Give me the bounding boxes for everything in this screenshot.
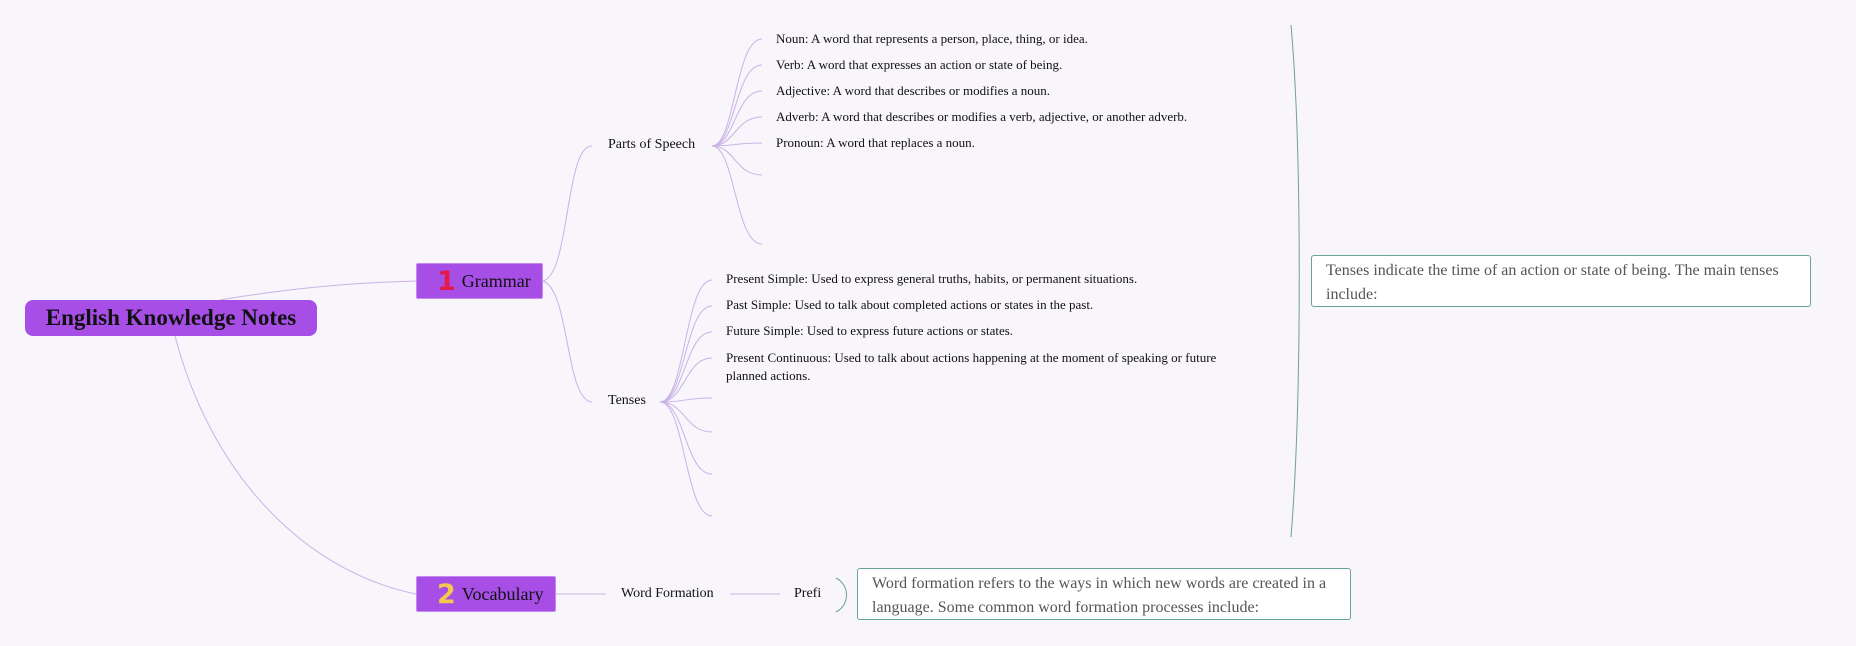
subtopic-word-formation[interactable]: Word Formation: [621, 586, 714, 601]
pos-branches: [712, 39, 762, 244]
subtopic-parts-of-speech[interactable]: Parts of Speech: [608, 137, 696, 152]
number-two-icon: 2: [437, 578, 456, 610]
root-title[interactable]: English Knowledge Notes: [25, 300, 317, 336]
pos-item-adjective[interactable]: Adjective: A word that describes or modifies a noun.: [776, 83, 1051, 98]
tense-item-future-simple[interactable]: Future Simple: Used to express future actions or states.: [726, 323, 1014, 338]
pos-item-noun[interactable]: Noun: A word that represents a person, place, thing, or idea.: [776, 31, 1088, 46]
topic-grammar[interactable]: [416, 263, 543, 299]
tense-item-past-simple[interactable]: Past Simple: Used to talk about completed actions or states in the past.: [726, 297, 1094, 312]
link-grammar-tenses: [543, 281, 592, 402]
tense-item-present-simple[interactable]: Present Simple: Used to express general truths, habits, or permanent situations.: [726, 271, 1138, 286]
tenses-note[interactable]: Tenses indicate the time of an action or state of being. The main tenses include:: [1311, 255, 1811, 307]
topic-vocabulary-label: Vocabulary: [461, 583, 544, 604]
subtopic-tenses[interactable]: Tenses: [608, 393, 646, 408]
link-root-vocabulary: [175, 336, 416, 594]
pos-item-adverb[interactable]: Adverb: A word that describes or modifies a verb, adjective, or another adverb.: [776, 109, 1188, 124]
tenses-branches: [660, 280, 712, 516]
pos-item-verb[interactable]: Verb: A word that expresses an action or state of being.: [776, 57, 1063, 72]
topic-vocabulary[interactable]: [416, 576, 556, 612]
pos-item-pronoun[interactable]: Pronoun: A word that replaces a noun.: [776, 135, 975, 150]
number-one-icon: 1: [437, 265, 456, 297]
wordformation-note-bracket: [836, 578, 847, 612]
subtopic-prefi[interactable]: Prefi: [794, 586, 822, 601]
topic-grammar-label: Grammar: [461, 270, 531, 291]
tense-item-present-continuous[interactable]: Present Continuous: Used to talk about actions happening at the moment of speaking or future planned actions.: [726, 350, 1217, 383]
word-formation-note[interactable]: Word formation refers to the ways in which new words are created in a language. Some common word formation processes include:: [857, 568, 1351, 620]
link-root-grammar: [220, 281, 416, 300]
tenses-note-bracket: [1291, 25, 1299, 537]
link-grammar-pos: [543, 146, 592, 281]
